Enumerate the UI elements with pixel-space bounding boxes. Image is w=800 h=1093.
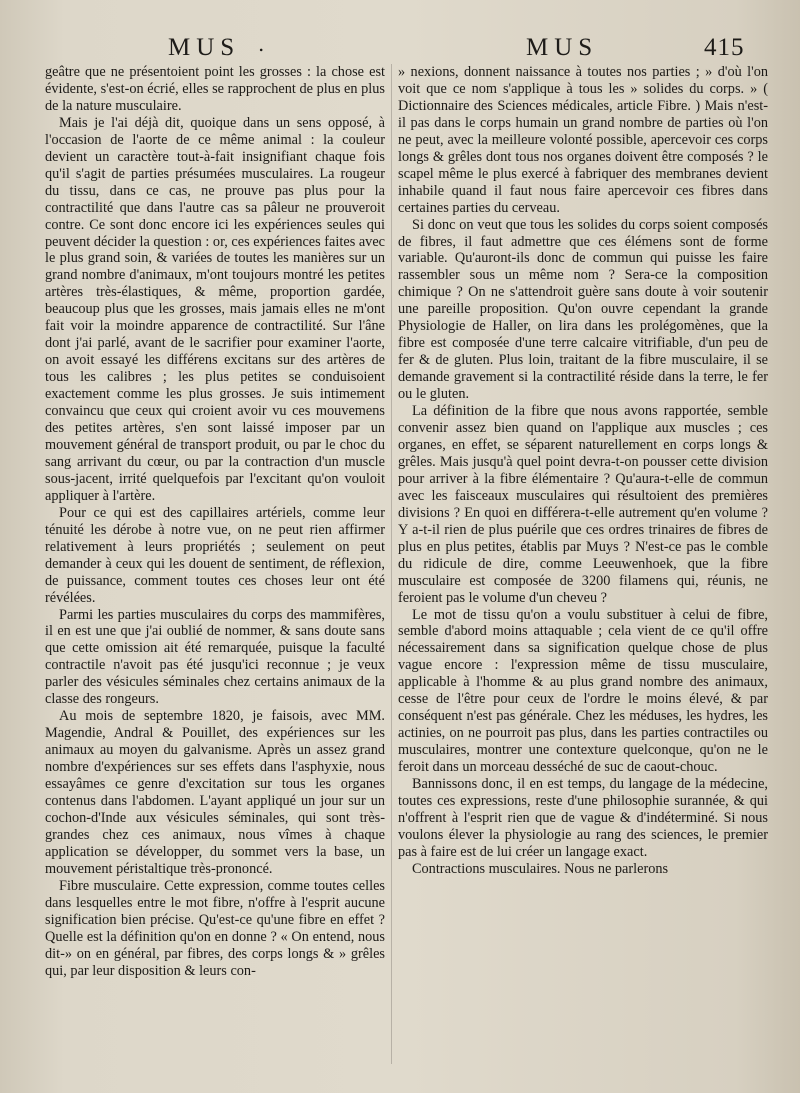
paragraph: Si donc on veut que tous les solides du corps soient composés de fibres, il faut admettre que ces élémens sont de forme variable. Qu'auront-ils donc de commun qui puisse les faire rassembler sous un même nom ? Sera-ce la composition chimique ? On ne s'attendroit guère sans doute à voir soutenir une pareille proposition. Qu'on ouvre cependant la grande Physiologie de Haller, on lira dans les prolégomènes, que la fibre est composée d'une terre calcaire vitrifiable, d'un peu de fer & de gluten. Plus loin, traitant de la fibre musculaire, il se demande gravement si la contractilité réside dans la terre, le fer ou le gluten. bbox=[398, 216, 768, 403]
paragraph: Fibre musculaire. Cette expression, comme toutes celles dans lesquelles entre le mot fibre, n'offre à l'esprit aucune signification bien précise. Qu'est-ce qu'une fibre en effet ? Quelle est la définition qu'on en donne ? « On entend, nous dit-» on en général, par fibres, des corps longs & » grêles qui, par leur disposition & leurs con- bbox=[45, 877, 385, 979]
paragraph: Bannissons donc, il en est temps, du langage de la médecine, toutes ces expressions, reste d'une philosophie surannée, & qui n'offrent à l'esprit rien que de vague & d'indéterminé. Si nous voulons élever la physiologie au rang des sciences, le premier pas à faire est de lui créer un langage exact. bbox=[398, 776, 768, 860]
paragraph: » nexions, donnent naissance à toutes nos parties ; » d'où l'on voit que ce nom s'applique à tous les » solides du corps. » ( Dictionnaire des Sciences médicales, article Fibre. ) Mais n'est-il pas dans le corps humain un grand nombre de parties où l'on ne peut, avec la meilleure volonté possible, apercevoir ces corps longs & grêles dont tous nos organes doivent être composés ? le scapel même le plus exercé à fabriquer des membranes devient inhabile quand il faut nous faire apercevoir ces fibres dans certaines parties du cerveau. bbox=[398, 64, 768, 216]
running-head-dot: . bbox=[258, 32, 265, 56]
left-column bbox=[45, 64, 385, 979]
paragraph: Parmi les parties musculaires du corps des mammifères, il en est une que j'ai oublié de nommer, & sans doute sans que cette omission ait été remarquée, puisque la faculté contractile n'avoit pas été jusqu'ici reconnue ; je veux parler des vésicules séminales chez certains animaux de la classe des rongeurs. bbox=[45, 606, 385, 708]
paragraph: Au mois de septembre 1820, je faisois, avec MM. Magendie, Andral & Pouillet, des expériences sur les animaux au moyen du galvanisme. Après un assez grand nombre d'expériences sur ses effets dans l'asphyxie, nous essayâmes ce genre d'excitation sur tous les organes contenus dans l'abdomen. L'ayant appliqué un jour sur un cochon-d'Inde aux vésicules séminales, qui sont très-grandes chez ces animaux, nous vîmes à chaque application se développer, du sommet vers la base, un mouvement péristaltique très-prononcé. bbox=[45, 708, 385, 877]
paragraph: Le mot de tissu qu'on a voulu substituer à celui de fibre, semble d'abord moins attaquable ; cela vient de ce qu'il offre nécessairement dans sa signification quelque chose de plus vague encore : l'expression même de tissu musculaire, applicable à l'homme & au plus grand nombre des animaux, cesse de l'être pour ceux de l'ordre le moins élevé, & par conséquent n'est pas générale. Chez les méduses, les hydres, les actinies, on ne pourroit pas plus, dans les parties contractiles ou musculaires, montrer une contexture quelconque, qu'on ne le feroit dans un morceau desséché de suc de caout-chouc. bbox=[398, 606, 768, 776]
right-column bbox=[398, 64, 768, 878]
page-number: 415 bbox=[704, 34, 745, 61]
paragraph: La définition de la fibre que nous avons rapportée, semble convenir assez bien quand on l'applique aux muscles ; ces organes, en effet, se séparent naturellement en corps longs & grêles. Mais jusqu'à quel point devra-t-on pousser cette division pour arriver à la fibre élémentaire ? Qu'aura-t-elle de commun avec les faisceaux musculaires qui résultoient des premières divisions ? En quoi en différera-t-elle autrement qu'en volume ? Y a-t-il rien de plus puérile que ces ordres trinaires de fibres de plus en plus petites, établis par Muys ? N'est-ce pas le comble du ridicule de dire, comme Leeuwenhoek, que la fibre musculaire est composée de 3200 filamens qui, réunis, ne feroient pas le volume d'un cheveu ? bbox=[398, 403, 768, 606]
paragraph: geâtre que ne présentoient point les grosses : la chose est évidente, s'est-on écrié, elles se rapprochent de plus en plus de la nature musculaire. bbox=[45, 64, 385, 114]
running-head-left: MUS bbox=[168, 34, 241, 61]
paragraph: Contractions musculaires. Nous ne parlerons bbox=[412, 860, 669, 877]
paragraph: Pour ce qui est des capillaires artériels, comme leur ténuité les dérobe à notre vue, on ne peut rien affirmer relativement à leurs propriétés ; seulement on peut demander à ceux qui les douent de sentiment, de réflexion, de puissance, comment toutes ces choses leur ont été révélées. bbox=[45, 504, 385, 606]
column-divider bbox=[391, 64, 392, 1064]
running-head-right: MUS bbox=[526, 34, 599, 61]
paragraph: Mais je l'ai déjà dit, quoique dans un sens opposé, à l'occasion de l'aorte de ce même animal : la couleur devient un caractère tout-à-fait insignifiant chaque fois qu'il s'agit de parties présumées musculaires. La rougeur du tissu, dans ce cas, ne prouve pas plus pour la contractilité que dans l'autre cas sa pâleur ne prouveroit contre. Ce sont donc encore ici les expériences seules qui peuvent décider la question : or, ces expériences faites avec le plus grand soin, & variées de toutes les manières sur un grand nombre d'animaux, m'ont toujours montré les petites artères très-élastiques, & même, proportion gardée, beaucoup plus que les grosses, mais jamais elles ne m'ont fait voir la moindre apparence de contractilité. Sur l'âne dont j'ai parlé, avant de le sacrifier pour examiner l'aorte, on avoit essayé les différens excitans sur des artères de tous les calibres ; les plus petites se conduisoient exactement comme les plus grosses. Je suis intimement convaincu que ceux qui croient avoir vu ces mouvemens des petites artères, s'en sont laissé imposer par un mouvement général de transport produit, ou par le choc du sang arrivant du cœur, ou par la contraction d'un muscle sous-jacent, irrité quelquefois par l'excitant qu'on vouloit appliquer à l'artère. bbox=[45, 114, 386, 504]
